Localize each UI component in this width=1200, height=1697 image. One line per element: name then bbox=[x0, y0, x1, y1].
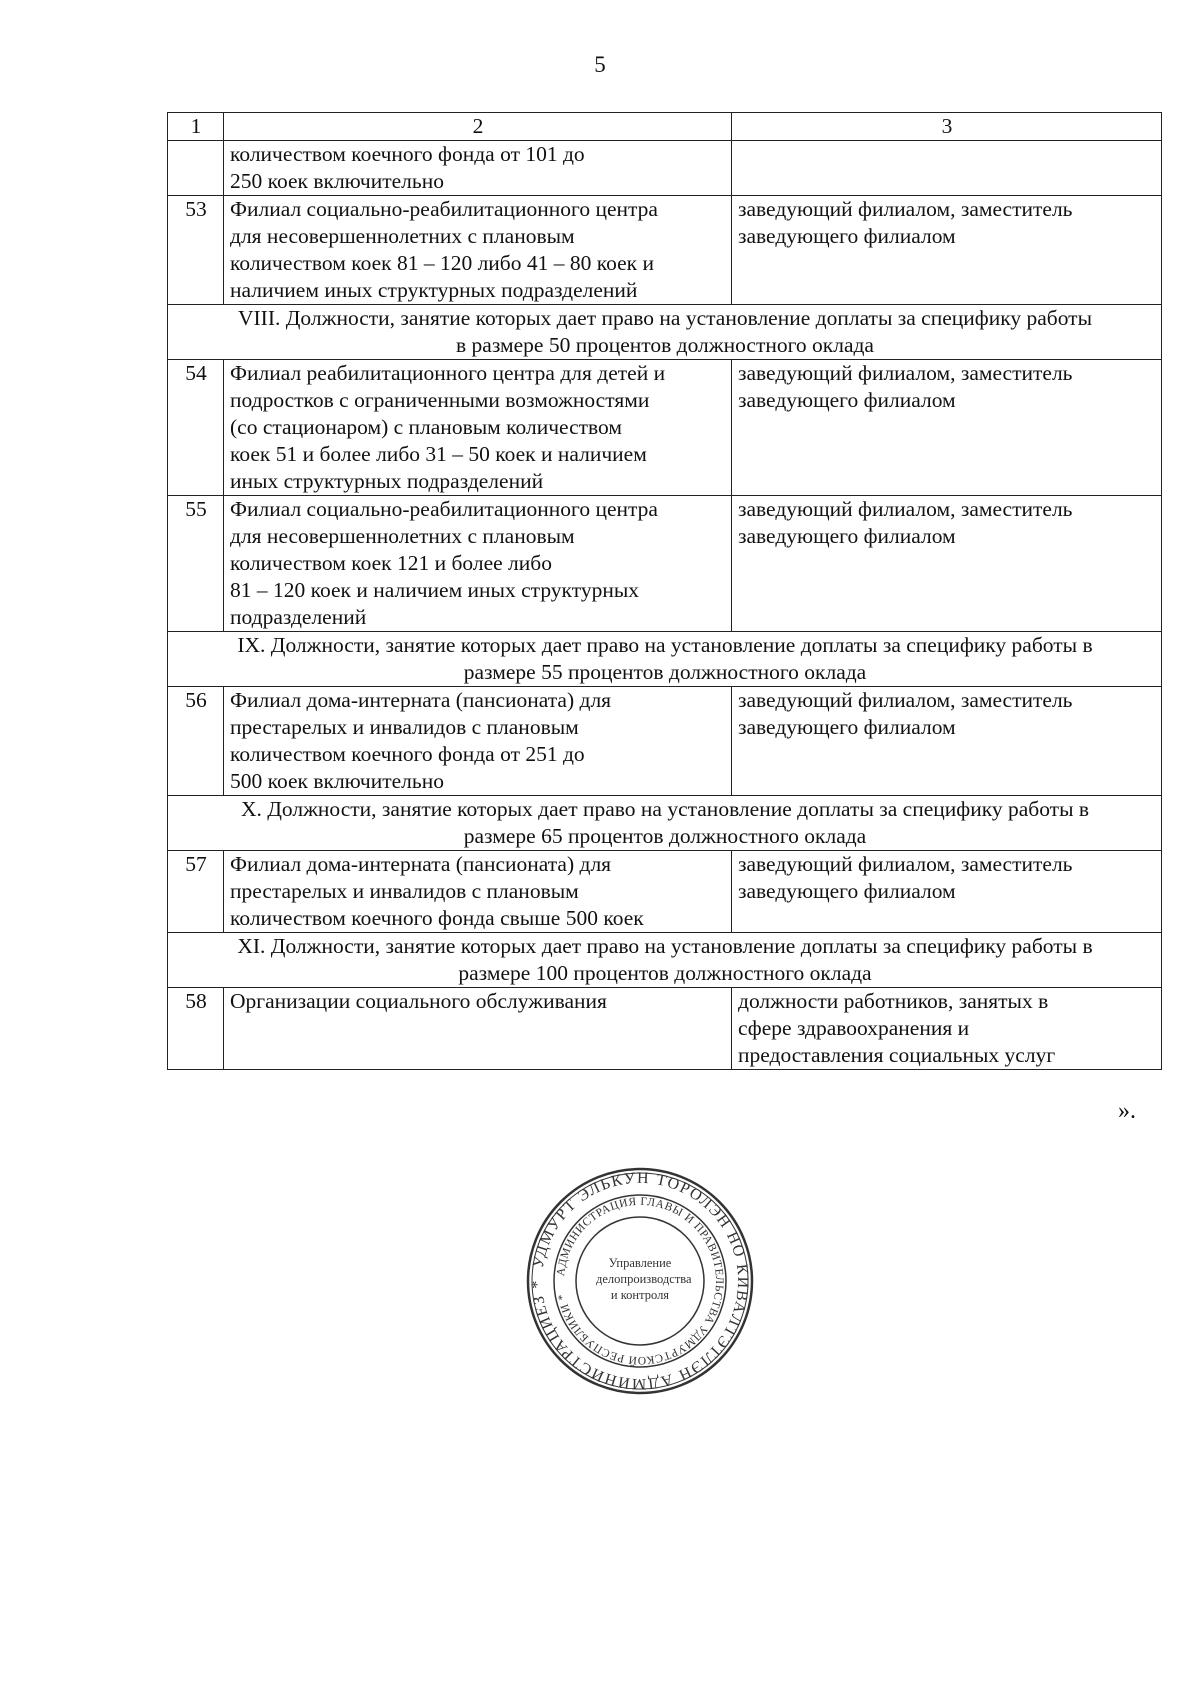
table-header-row bbox=[168, 113, 1162, 141]
section-heading-line: размере 65 процентов должностного оклада bbox=[463, 824, 867, 848]
institution-name-line: 250 коек включительно bbox=[230, 169, 444, 193]
position-cell bbox=[732, 141, 1162, 196]
position-cell bbox=[732, 496, 1162, 632]
section-heading-line: размере 55 процентов должностного оклада bbox=[463, 660, 867, 684]
section-heading-row bbox=[168, 305, 1162, 360]
position-line: должности работников, занятых в bbox=[738, 989, 1049, 1013]
institution-name-line: Филиал социально-реабилитационного центра bbox=[230, 497, 658, 521]
institution-name-line: количеством коечного фонда свыше 500 коек bbox=[230, 906, 644, 930]
table-row bbox=[168, 851, 1162, 933]
header-col-2: 2 bbox=[224, 113, 732, 141]
section-heading-line: XI. Должности, занятие которых дает право на установление доплаты за специфику работы в bbox=[237, 934, 1093, 958]
position-line: заведующего филиалом bbox=[738, 715, 956, 739]
position-cell bbox=[732, 360, 1162, 496]
institution-name-line: для несовершеннолетних с плановым bbox=[230, 524, 575, 548]
table-row bbox=[168, 988, 1162, 1070]
stamp-center-line: делопроизводства bbox=[596, 1272, 692, 1286]
institution-name-line: Филиал дома-интерната (пансионата) для bbox=[230, 852, 612, 876]
institution-name-cell bbox=[224, 196, 732, 305]
section-heading bbox=[168, 796, 1162, 851]
section-heading-line: X. Должности, занятие которых дает право на установление доплаты за специфику работы в bbox=[240, 797, 1090, 821]
stamp-center-text bbox=[596, 1255, 692, 1303]
section-heading-row bbox=[168, 933, 1162, 988]
position-line: предоставления социальных услуг bbox=[738, 1043, 1056, 1067]
institution-name-line: Филиал реабилитационного центра для детей и bbox=[230, 361, 666, 385]
header-col-1: 1 bbox=[168, 113, 224, 141]
table-row bbox=[168, 496, 1162, 632]
section-heading-line: IX. Должности, занятие которых дает право на установление доплаты за специфику работы в bbox=[237, 633, 1093, 657]
section-heading-line: VIII. Должности, занятие которых дает право на установление доплаты за специфику работы bbox=[237, 306, 1093, 330]
stamp-outer-ring-text: УДМУРТ ЭЛЬКУН ТОРОЛЭН НО КИВАЛТЭТЛЭН АДМИНИСТРАЦИЕЗ * bbox=[528, 1169, 752, 1393]
institution-name-line: Организации социального обслуживания bbox=[230, 989, 607, 1013]
section-heading-line: размере 100 процентов должностного оклада bbox=[458, 961, 872, 985]
institution-name-line: престарелых и инвалидов с плановым bbox=[230, 879, 579, 903]
institution-name-line: иных структурных подразделений bbox=[230, 469, 544, 493]
position-line: заведующего филиалом bbox=[738, 388, 956, 412]
institution-name-line: 500 коек включительно bbox=[230, 769, 444, 793]
row-number: 57 bbox=[168, 851, 224, 933]
positions-table-body bbox=[168, 113, 1162, 1070]
institution-name-line: количеством коек 121 и более либо bbox=[230, 551, 552, 575]
institution-name-line: Филиал социально-реабилитационного центра bbox=[230, 197, 658, 221]
row-number: 53 bbox=[168, 196, 224, 305]
position-line: заведующего филиалом bbox=[738, 224, 956, 248]
institution-name-line: подразделений bbox=[230, 605, 367, 629]
institution-name-cell bbox=[224, 988, 732, 1070]
closing-quote-mark: ». bbox=[1118, 1098, 1136, 1124]
institution-name-line: престарелых и инвалидов с плановым bbox=[230, 715, 579, 739]
position-cell bbox=[732, 851, 1162, 933]
institution-name-line: количеством коечного фонда от 251 до bbox=[230, 742, 585, 766]
row-number: 58 bbox=[168, 988, 224, 1070]
position-cell bbox=[732, 687, 1162, 796]
row-number: 55 bbox=[168, 496, 224, 632]
header-col-3: 3 bbox=[732, 113, 1162, 141]
institution-name-cell bbox=[224, 496, 732, 632]
position-line: заведующего филиалом bbox=[738, 524, 956, 548]
institution-name-line: для несовершеннолетних с плановым bbox=[230, 224, 575, 248]
institution-name-cell bbox=[224, 141, 732, 196]
position-line: заведующий филиалом, заместитель bbox=[738, 497, 1073, 521]
position-cell bbox=[732, 196, 1162, 305]
section-heading bbox=[168, 632, 1162, 687]
position-line: заведующий филиалом, заместитель bbox=[738, 197, 1073, 221]
row-number bbox=[168, 141, 224, 196]
page-number: 5 bbox=[594, 52, 606, 77]
institution-name-cell bbox=[224, 360, 732, 496]
table-row bbox=[168, 687, 1162, 796]
institution-name-line: коек 51 и более либо 31 – 50 коек и наличием bbox=[230, 442, 647, 466]
position-line: заведующий филиалом, заместитель bbox=[738, 688, 1073, 712]
institution-name-line: подростков с ограниченными возможностями bbox=[230, 388, 650, 412]
row-number: 54 bbox=[168, 360, 224, 496]
institution-name-cell bbox=[224, 687, 732, 796]
position-line: сфере здравоохранения и bbox=[738, 1016, 970, 1040]
table-row bbox=[168, 141, 1162, 196]
section-heading-row bbox=[168, 632, 1162, 687]
institution-name-line: (со стационаром) с плановым количеством bbox=[230, 415, 622, 439]
institution-name-line: 81 – 120 коек и наличием иных структурных bbox=[230, 578, 640, 602]
institution-name-line: Филиал дома-интерната (пансионата) для bbox=[230, 688, 612, 712]
table-row bbox=[168, 196, 1162, 305]
stamp-inner-ring-text: АДМИНИСТРАЦИЯ ГЛАВЫ И ПРАВИТЕЛЬСТВА УДМУРТСКОЙ РЕСПУБЛИКИ * bbox=[555, 1195, 726, 1367]
institution-name-line: количеством коек 81 – 120 либо 41 – 80 коек и bbox=[230, 251, 654, 275]
section-heading bbox=[168, 305, 1162, 360]
section-heading-line: в размере 50 процентов должностного оклада bbox=[456, 333, 874, 357]
position-line: заведующего филиалом bbox=[738, 879, 956, 903]
section-heading bbox=[168, 933, 1162, 988]
positions-table bbox=[167, 112, 1162, 1070]
institution-name-line: количеством коечного фонда от 101 до bbox=[230, 142, 585, 166]
table-row bbox=[168, 360, 1162, 496]
institution-name-cell bbox=[224, 851, 732, 933]
position-line: заведующий филиалом, заместитель bbox=[738, 852, 1073, 876]
stamp-center-line: и контроля bbox=[610, 1288, 670, 1302]
institution-name-line: наличием иных структурных подразделений bbox=[230, 278, 638, 302]
position-cell bbox=[732, 988, 1162, 1070]
row-number: 56 bbox=[168, 687, 224, 796]
position-line: заведующий филиалом, заместитель bbox=[738, 361, 1073, 385]
section-heading-row bbox=[168, 796, 1162, 851]
stamp-center-line: Управление bbox=[608, 1256, 672, 1270]
official-stamp bbox=[524, 1165, 756, 1397]
